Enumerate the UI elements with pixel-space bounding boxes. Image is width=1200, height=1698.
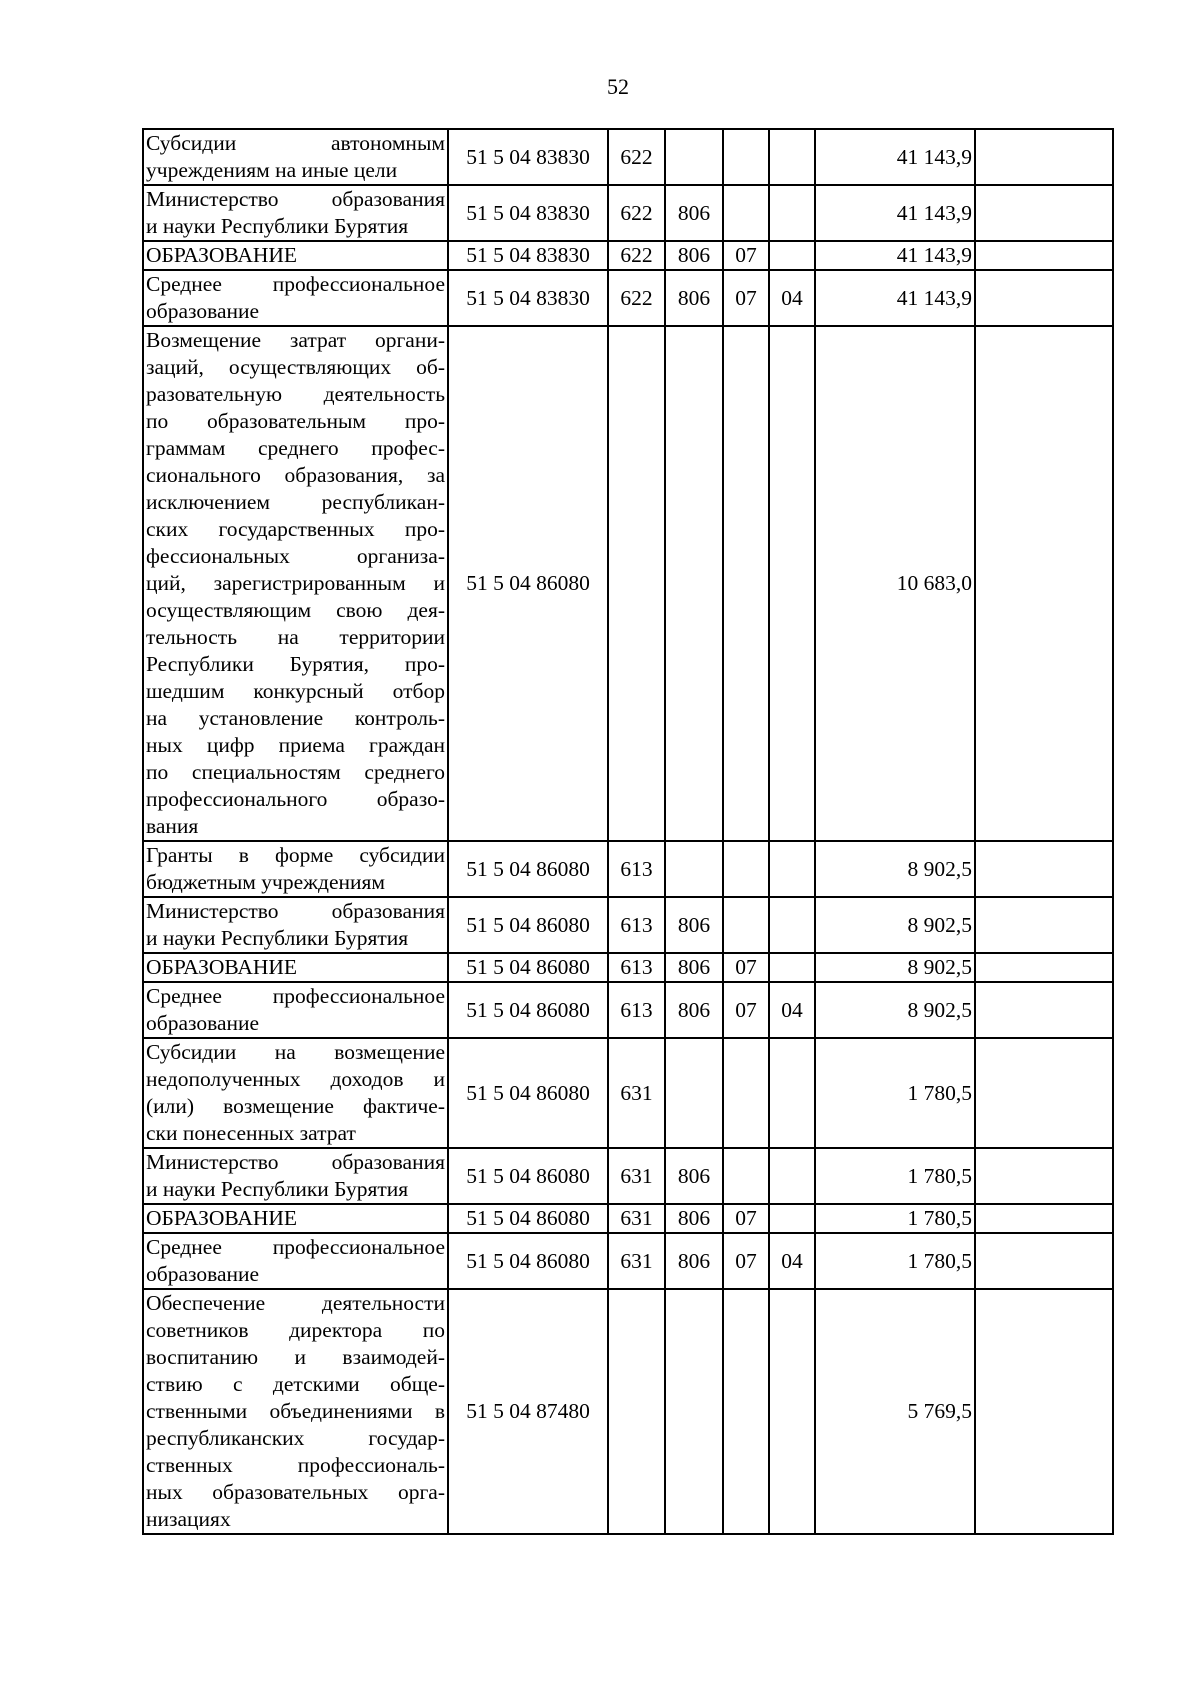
row-amount-cell: 1 780,5 bbox=[815, 1038, 975, 1148]
row-expense-type-cell: 622 bbox=[608, 241, 665, 270]
row-name-cell bbox=[143, 1289, 448, 1534]
row-name-line: ски понесенных затрат bbox=[146, 1121, 356, 1145]
row-expense-type-cell: 631 bbox=[608, 1204, 665, 1233]
row-section-cell bbox=[723, 841, 769, 897]
table-row bbox=[143, 1148, 1113, 1204]
row-section-cell bbox=[723, 1289, 769, 1534]
table-row bbox=[143, 270, 1113, 326]
row-expense-type-cell bbox=[608, 1289, 665, 1534]
row-name-line: по специальностям среднего bbox=[146, 760, 445, 784]
table-row bbox=[143, 897, 1113, 953]
row-target-code-cell: 51 5 04 86080 bbox=[448, 1233, 608, 1289]
row-target-code-cell: 51 5 04 86080 bbox=[448, 953, 608, 982]
row-name-cell bbox=[143, 1038, 448, 1148]
row-name-cell bbox=[143, 326, 448, 841]
row-extra-cell bbox=[975, 841, 1113, 897]
row-subsection-cell bbox=[769, 1148, 815, 1204]
row-amount-cell: 8 902,5 bbox=[815, 897, 975, 953]
row-amount-cell: 1 780,5 bbox=[815, 1204, 975, 1233]
row-amount-cell: 8 902,5 bbox=[815, 982, 975, 1038]
row-subsection-cell: 04 bbox=[769, 270, 815, 326]
row-section-cell: 07 bbox=[723, 1204, 769, 1233]
row-name-line: Министерство образования bbox=[146, 187, 445, 211]
row-ministry-cell: 806 bbox=[665, 1148, 723, 1204]
row-ministry-cell: 806 bbox=[665, 953, 723, 982]
row-amount-cell: 1 780,5 bbox=[815, 1148, 975, 1204]
row-subsection-cell bbox=[769, 129, 815, 185]
row-name-cell bbox=[143, 897, 448, 953]
row-subsection-cell bbox=[769, 1204, 815, 1233]
row-expense-type-cell: 613 bbox=[608, 953, 665, 982]
row-extra-cell bbox=[975, 1204, 1113, 1233]
row-name-line: Гранты в форме субсидии bbox=[146, 843, 445, 867]
row-name-line: ных образовательных орга- bbox=[146, 1480, 445, 1504]
row-expense-type-cell: 631 bbox=[608, 1148, 665, 1204]
row-name-line: Среднее профессиональное bbox=[146, 272, 445, 296]
row-ministry-cell: 806 bbox=[665, 270, 723, 326]
row-name-line: фессиональных организа- bbox=[146, 544, 445, 568]
row-extra-cell bbox=[975, 1233, 1113, 1289]
row-ministry-cell bbox=[665, 841, 723, 897]
row-ministry-cell: 806 bbox=[665, 1204, 723, 1233]
row-section-cell bbox=[723, 185, 769, 241]
row-extra-cell bbox=[975, 241, 1113, 270]
row-extra-cell bbox=[975, 1289, 1113, 1534]
row-extra-cell bbox=[975, 897, 1113, 953]
row-name-cell bbox=[143, 129, 448, 185]
row-amount-cell: 10 683,0 bbox=[815, 326, 975, 841]
row-extra-cell bbox=[975, 1148, 1113, 1204]
row-amount-cell: 1 780,5 bbox=[815, 1233, 975, 1289]
row-amount-cell: 41 143,9 bbox=[815, 129, 975, 185]
row-section-cell bbox=[723, 897, 769, 953]
row-subsection-cell bbox=[769, 241, 815, 270]
row-name-cell bbox=[143, 1204, 448, 1233]
row-target-code-cell: 51 5 04 83830 bbox=[448, 129, 608, 185]
row-amount-cell: 41 143,9 bbox=[815, 185, 975, 241]
row-name-line: вания bbox=[146, 814, 199, 838]
row-section-cell: 07 bbox=[723, 1233, 769, 1289]
row-section-cell: 07 bbox=[723, 241, 769, 270]
row-target-code-cell: 51 5 04 87480 bbox=[448, 1289, 608, 1534]
row-ministry-cell bbox=[665, 1289, 723, 1534]
table-row bbox=[143, 1233, 1113, 1289]
row-name-line: тельность на территории bbox=[146, 625, 445, 649]
row-name-line: на установление контроль- bbox=[146, 706, 445, 730]
row-ministry-cell: 806 bbox=[665, 1233, 723, 1289]
row-target-code-cell: 51 5 04 86080 bbox=[448, 897, 608, 953]
row-ministry-cell bbox=[665, 326, 723, 841]
table-row bbox=[143, 185, 1113, 241]
table-row bbox=[143, 1038, 1113, 1148]
row-name-cell bbox=[143, 241, 448, 270]
row-ministry-cell: 806 bbox=[665, 185, 723, 241]
row-section-cell bbox=[723, 1148, 769, 1204]
row-name-line: ственными объединениями в bbox=[146, 1399, 445, 1423]
row-target-code-cell: 51 5 04 86080 bbox=[448, 326, 608, 841]
row-ministry-cell bbox=[665, 129, 723, 185]
row-section-cell: 07 bbox=[723, 270, 769, 326]
row-target-code-cell: 51 5 04 83830 bbox=[448, 241, 608, 270]
row-amount-cell: 8 902,5 bbox=[815, 953, 975, 982]
row-name-line: и науки Республики Бурятия bbox=[146, 214, 409, 238]
row-extra-cell bbox=[975, 185, 1113, 241]
row-name-line: недополученных доходов и bbox=[146, 1067, 445, 1091]
row-name-line: воспитанию и взаимодей- bbox=[146, 1345, 445, 1369]
row-name-line: шедшим конкурсный отбор bbox=[146, 679, 445, 703]
row-target-code-cell: 51 5 04 83830 bbox=[448, 270, 608, 326]
row-name-line: разовательную деятельность bbox=[146, 382, 445, 406]
row-extra-cell bbox=[975, 270, 1113, 326]
table-row bbox=[143, 841, 1113, 897]
row-section-cell: 07 bbox=[723, 953, 769, 982]
row-name-line: Обеспечение деятельности bbox=[146, 1291, 445, 1315]
row-name-cell bbox=[143, 953, 448, 982]
row-amount-cell: 5 769,5 bbox=[815, 1289, 975, 1534]
row-expense-type-cell bbox=[608, 326, 665, 841]
row-name-line: (или) возмещение фактиче- bbox=[146, 1094, 445, 1118]
row-subsection-cell bbox=[769, 1038, 815, 1148]
table-row bbox=[143, 1204, 1113, 1233]
table-row bbox=[143, 1289, 1113, 1534]
row-name-line: бюджетным учреждениям bbox=[146, 870, 385, 894]
row-name-line: Министерство образования bbox=[146, 899, 445, 923]
row-name-line: Субсидии автономным bbox=[146, 131, 445, 155]
table-row bbox=[143, 241, 1113, 270]
row-amount-cell: 41 143,9 bbox=[815, 270, 975, 326]
row-section-cell: 07 bbox=[723, 982, 769, 1038]
row-name-line: Субсидии на возмещение bbox=[146, 1040, 445, 1064]
row-target-code-cell: 51 5 04 86080 bbox=[448, 841, 608, 897]
row-name-line: образование bbox=[146, 299, 260, 323]
row-expense-type-cell: 613 bbox=[608, 897, 665, 953]
budget-table bbox=[142, 128, 1114, 1535]
row-target-code-cell: 51 5 04 83830 bbox=[448, 185, 608, 241]
row-name-line: Среднее профессиональное bbox=[146, 984, 445, 1008]
row-extra-cell bbox=[975, 129, 1113, 185]
row-name-cell bbox=[143, 270, 448, 326]
row-subsection-cell bbox=[769, 326, 815, 841]
row-subsection-cell bbox=[769, 841, 815, 897]
row-target-code-cell: 51 5 04 86080 bbox=[448, 1148, 608, 1204]
row-name-line: республиканских государ- bbox=[146, 1426, 445, 1450]
row-subsection-cell bbox=[769, 953, 815, 982]
row-extra-cell bbox=[975, 953, 1113, 982]
row-name-line: сионального образования, за bbox=[146, 463, 445, 487]
row-name-cell bbox=[143, 1148, 448, 1204]
row-section-cell bbox=[723, 1038, 769, 1148]
row-name-line: исключением республикан- bbox=[146, 490, 445, 514]
row-subsection-cell bbox=[769, 185, 815, 241]
row-section-cell bbox=[723, 326, 769, 841]
row-ministry-cell: 806 bbox=[665, 982, 723, 1038]
row-expense-type-cell: 622 bbox=[608, 129, 665, 185]
row-subsection-cell: 04 bbox=[769, 982, 815, 1038]
row-section-cell bbox=[723, 129, 769, 185]
row-ministry-cell bbox=[665, 1038, 723, 1148]
table-row bbox=[143, 982, 1113, 1038]
row-name-line: и науки Республики Бурятия bbox=[146, 926, 409, 950]
row-name-line: Республики Бурятия, про- bbox=[146, 652, 445, 676]
row-subsection-cell bbox=[769, 1289, 815, 1534]
row-extra-cell bbox=[975, 326, 1113, 841]
row-name-line: и науки Республики Бурятия bbox=[146, 1177, 409, 1201]
row-ministry-cell: 806 bbox=[665, 241, 723, 270]
row-name-cell bbox=[143, 841, 448, 897]
row-target-code-cell: 51 5 04 86080 bbox=[448, 982, 608, 1038]
row-expense-type-cell: 613 bbox=[608, 841, 665, 897]
row-name-line: образование bbox=[146, 1011, 260, 1035]
row-name-line: ствию с детскими обще- bbox=[146, 1372, 445, 1396]
row-name-line: ОБРАЗОВАНИЕ bbox=[146, 955, 298, 979]
row-name-line: образование bbox=[146, 1262, 260, 1286]
row-name-cell bbox=[143, 1233, 448, 1289]
row-name-line: Министерство образования bbox=[146, 1150, 445, 1174]
row-amount-cell: 8 902,5 bbox=[815, 841, 975, 897]
row-target-code-cell: 51 5 04 86080 bbox=[448, 1038, 608, 1148]
row-extra-cell bbox=[975, 1038, 1113, 1148]
page-number: 52 bbox=[607, 74, 629, 99]
row-name-line: Возмещение затрат органи- bbox=[146, 328, 445, 352]
row-extra-cell bbox=[975, 982, 1113, 1038]
row-name-line: граммам среднего профес- bbox=[146, 436, 445, 460]
row-target-code-cell: 51 5 04 86080 bbox=[448, 1204, 608, 1233]
row-name-cell bbox=[143, 185, 448, 241]
row-name-line: ственных профессиональ- bbox=[146, 1453, 445, 1477]
table-row bbox=[143, 953, 1113, 982]
row-name-line: осуществляющим свою дея- bbox=[146, 598, 445, 622]
row-subsection-cell: 04 bbox=[769, 1233, 815, 1289]
row-expense-type-cell: 631 bbox=[608, 1038, 665, 1148]
row-name-line: учреждениям на иные цели bbox=[146, 158, 398, 182]
row-ministry-cell: 806 bbox=[665, 897, 723, 953]
row-name-line: ций, зарегистрированным и bbox=[146, 571, 445, 595]
budget-table-body bbox=[143, 129, 1113, 1534]
row-expense-type-cell: 613 bbox=[608, 982, 665, 1038]
row-name-line: ОБРАЗОВАНИЕ bbox=[146, 1206, 298, 1230]
row-expense-type-cell: 631 bbox=[608, 1233, 665, 1289]
row-name-line: по образовательным про- bbox=[146, 409, 445, 433]
row-name-line: Среднее профессиональное bbox=[146, 1235, 445, 1259]
row-name-line: ских государственных про- bbox=[146, 517, 445, 541]
table-row bbox=[143, 129, 1113, 185]
row-name-line: профессионального образо- bbox=[146, 787, 445, 811]
row-name-line: ных цифр приема граждан bbox=[146, 733, 445, 757]
row-name-line: низациях bbox=[146, 1507, 231, 1531]
row-expense-type-cell: 622 bbox=[608, 185, 665, 241]
row-name-cell bbox=[143, 982, 448, 1038]
row-expense-type-cell: 622 bbox=[608, 270, 665, 326]
row-name-line: ОБРАЗОВАНИЕ bbox=[146, 243, 298, 267]
row-name-line: советников директора по bbox=[146, 1318, 445, 1342]
row-name-line: заций, осуществляющих об- bbox=[146, 355, 445, 379]
row-subsection-cell bbox=[769, 897, 815, 953]
row-amount-cell: 41 143,9 bbox=[815, 241, 975, 270]
table-row bbox=[143, 326, 1113, 841]
